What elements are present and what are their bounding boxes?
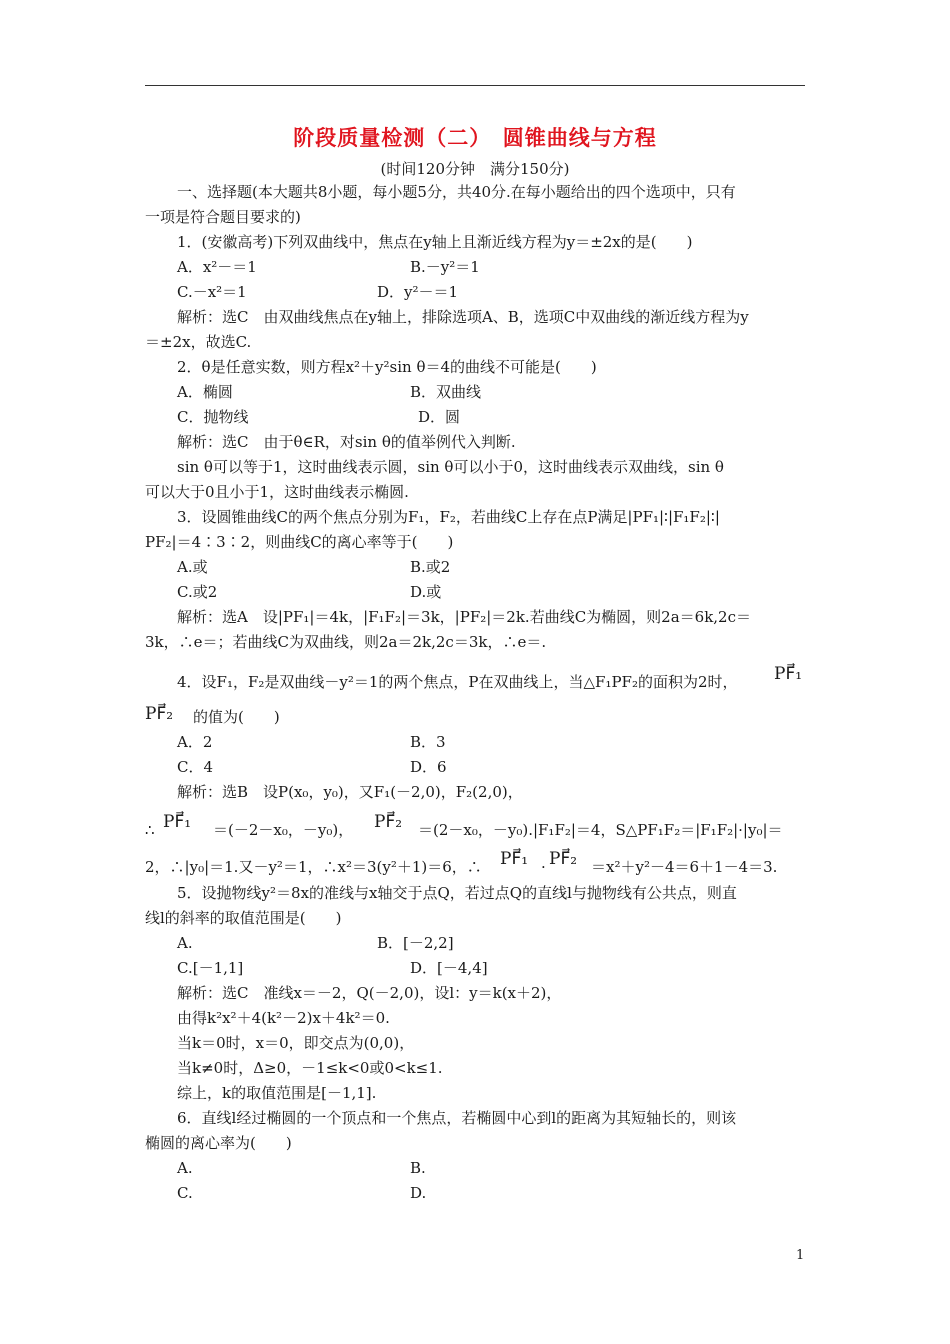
vector-pf2-b: PF⃗₂ [374, 812, 403, 832]
q3-option-a: A.或 [177, 558, 208, 576]
q1-option-c: C.－x²＝1 [177, 283, 247, 301]
page-subtitle: (时间120分钟 满分150分) [380, 160, 570, 178]
q4-dot: · [541, 858, 546, 876]
q6-option-c: C. [177, 1184, 193, 1202]
q2-option-d: D．圆 [418, 408, 461, 426]
q1-option-b: B.－y²＝1 [410, 258, 480, 276]
q1-option-d: D．y²－＝1 [377, 283, 459, 301]
header-rule [145, 85, 805, 86]
q4-solution-2a: ＝(－2－x₀，－y₀)， [213, 821, 354, 839]
q6-option-b: B. [410, 1159, 426, 1177]
page-number: 1 [796, 1248, 805, 1263]
q1-solution: 解析：选C 由双曲线焦点在y轴上，排除选项A、B，选项C中双曲线的渐近线方程为y [177, 308, 749, 326]
question-3-cont: PF₂|＝4∶3∶2，则曲线C的离心率等于( ) [145, 533, 454, 551]
question-5-cont: 线l的斜率的取值范围是( ) [145, 909, 342, 927]
q4-solution-3b: ＝x²＋y²－4＝6＋1－4＝3. [591, 858, 778, 876]
page-title: 阶段质量检测（二） 圆锥曲线与方程 [293, 125, 657, 150]
q5-option-b: B．[－2,2] [377, 934, 454, 952]
q4-solution-2b: ＝(2－x₀，－y₀).|F₁F₂|＝4，S△PF₁F₂＝|F₁F₂|·|y₀|＝ [418, 821, 783, 839]
q5-solution-4: 当k≠0时，Δ≥0，－1≤k<0或0<k≤1. [177, 1059, 443, 1077]
q5-option-c: C.[－1,1] [177, 959, 244, 977]
section-intro-cont: 一项是符合题目要求的) [145, 208, 301, 226]
question-6-cont: 椭圆的离心率为( ) [145, 1134, 292, 1152]
q4-option-a: A．2 [177, 733, 213, 751]
q4-therefore: ∴ [145, 821, 155, 839]
q3-option-d: D.或 [410, 583, 442, 601]
q6-option-d: D. [410, 1184, 427, 1202]
q4-option-d: D．6 [410, 758, 447, 776]
q3-solution: 解析：选A 设|PF₁|＝4k，|F₁F₂|＝3k，|PF₂|＝2k.若曲线C为椭圆，则2a＝6k,2c＝ [177, 608, 752, 626]
vector-pf1-c: PF⃗₁ [500, 849, 529, 869]
q4-solution-3a: 2，∴|y₀|＝1.又－y²＝1，∴x²＝3(y²＋1)＝6，∴ [145, 858, 482, 876]
section-intro: 一、选择题(本大题共8小题，每小题5分，共40分.在每小题给出的四个选项中，只有 [177, 183, 736, 201]
q2-solution-3: 可以大于0且小于1，这时曲线表示椭圆. [145, 483, 409, 501]
q1-option-a: A．x²－＝1 [177, 258, 257, 276]
q5-option-a: A. [177, 934, 193, 952]
q5-solution-2: 由得k²x²＋4(k²－2)x＋4k²＝0. [177, 1009, 390, 1027]
question-6: 6．直线l经过椭圆的一个顶点和一个焦点，若椭圆中心到l的距离为其短轴长的，则该 [177, 1109, 737, 1127]
q5-solution: 解析：选C 准线x＝－2，Q(－2,0)，设l：y＝k(x＋2)， [177, 984, 562, 1002]
q2-option-a: A．椭圆 [177, 383, 233, 401]
q4-option-c: C．4 [177, 758, 214, 776]
q5-solution-5: 综上，k的取值范围是[－1,1]. [177, 1084, 377, 1102]
vector-pf2-c: PF⃗₂ [549, 849, 578, 869]
q3-option-c: C.或2 [177, 583, 218, 601]
vector-pf1-b: PF⃗₁ [163, 812, 192, 832]
q1-solution-cont: ＝±2x，故选C. [145, 333, 252, 351]
vector-pf1: PF⃗₁ [774, 664, 803, 684]
question-3: 3．设圆锥曲线C的两个焦点分别为F₁，F₂，若曲线C上存在点P满足|PF₁|∶|F₁F₂|∶| [177, 508, 720, 526]
q3-solution-cont: 3k，∴e＝；若曲线C为双曲线，则2a＝2k,2c＝3k，∴e＝. [145, 633, 547, 651]
q5-solution-3: 当k＝0时，x＝0，即交点为(0,0)， [177, 1034, 415, 1052]
question-2: 2．θ是任意实数，则方程x²＋y²sin θ＝4的曲线不可能是( ) [177, 358, 597, 376]
question-4-cont: 的值为( ) [193, 708, 280, 726]
q4-option-b: B．3 [410, 733, 446, 751]
q4-solution: 解析：选B 设P(x₀，y₀)，又F₁(－2,0)，F₂(2,0)， [177, 783, 523, 801]
vector-pf2: PF⃗₂ [145, 704, 174, 724]
q2-solution-2: sin θ可以等于1，这时曲线表示圆，sin θ可以小于0，这时曲线表示双曲线，sin θ [177, 458, 724, 476]
q2-option-b: B．双曲线 [410, 383, 482, 401]
q3-option-b: B.或2 [410, 558, 451, 576]
q2-solution: 解析：选C 由于θ∈R，对sin θ的值举例代入判断. [177, 433, 516, 451]
q6-option-a: A. [177, 1159, 193, 1177]
question-4: 4．设F₁，F₂是双曲线－y²＝1的两个焦点，P在双曲线上，当△F₁PF₂的面积为2时， [177, 673, 738, 691]
q5-option-d: D．[－4,4] [410, 959, 488, 977]
question-5: 5．设抛物线y²＝8x的准线与x轴交于点Q，若过点Q的直线l与抛物线有公共点，则直 [177, 884, 737, 902]
q2-option-c: C．抛物线 [177, 408, 249, 426]
question-1: 1．(安徽高考)下列双曲线中，焦点在y轴上且渐近线方程为y＝±2x的是( ) [177, 233, 693, 251]
